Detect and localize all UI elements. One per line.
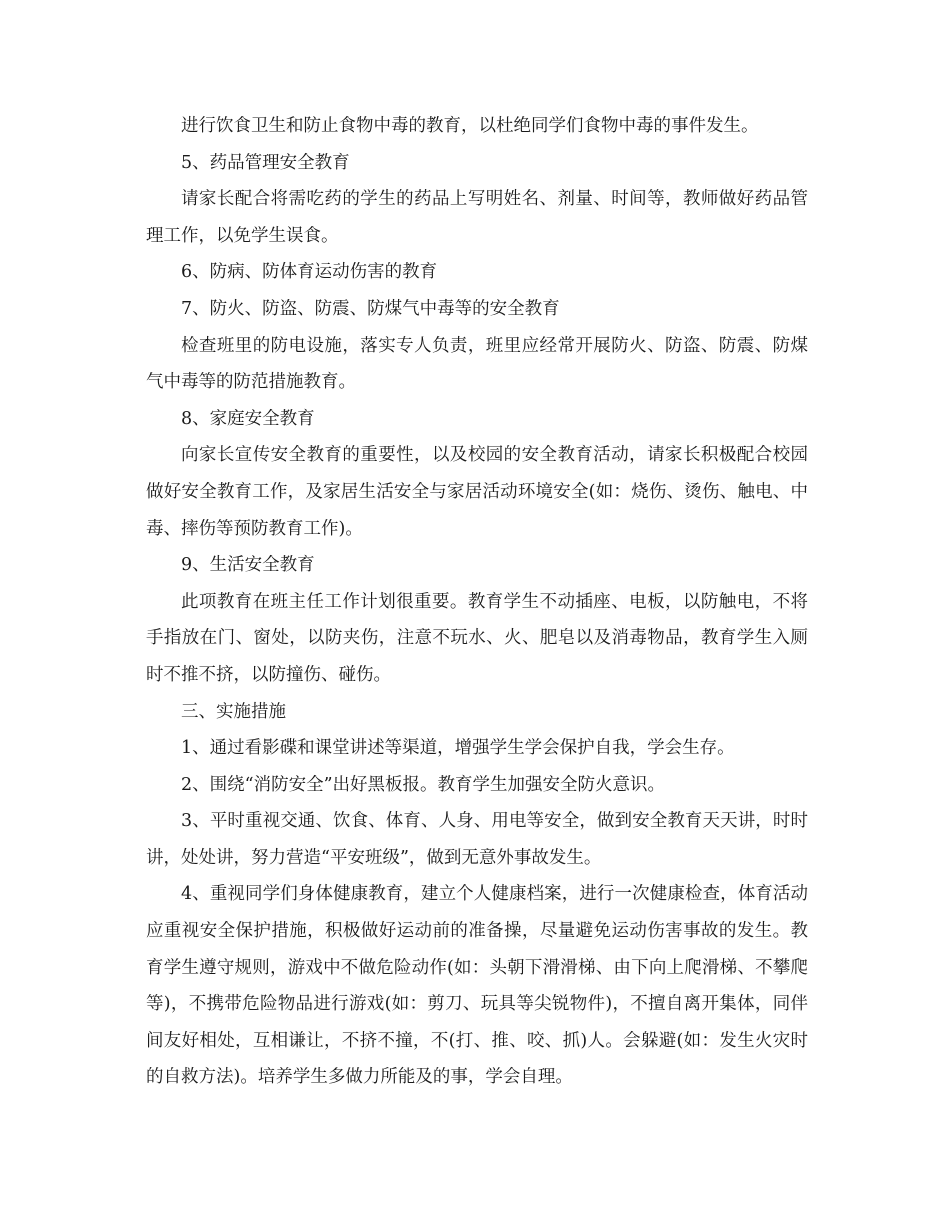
paragraph-life-safety: 此项教育在班主任工作计划很重要。教育学生不动插座、电板，以防触电，不将手指放在门、窗处，以防夹伤，注意不玩水、火、肥皂以及消毒物品，教育学生入厕时不推不挤，以防撞伤、碰伤。 xyxy=(146,591,808,685)
heading-disease-sports-injury: 6、防病、防体育运动伤害的教育 xyxy=(181,262,438,283)
heading-family-safety: 8、家庭安全教育 xyxy=(181,408,315,429)
paragraph-measure-4: 4、重视同学们身体健康教育，建立个人健康档案，进行一次健康检查，体育活动应重视安全保护措施，积极做好运动前的准备操，尽量避免运动伤害事故的发生。教育学生遵守规则，游戏中不做危险动作(如：头朝下滑滑梯、由下向上爬滑梯、不攀爬等)，不携带危险物品进行游戏(如：剪刀、玩具等尖锐物件)，不擅自离开集体，同伴间友好相处，互相谦让，不挤不撞，不(打、推、咬、抓)人。会躲避(如：发生火灾时的自救方法)。培养学生多做力所能及的事，学会自理。 xyxy=(146,884,808,1088)
document-body xyxy=(146,108,808,1096)
paragraph-measure-3: 3、平时重视交通、饮食、体育、人身、用电等安全，做到安全教育天天讲，时时讲，处处讲，努力营造“平安班级”，做到无意外事故发生。 xyxy=(146,811,808,868)
paragraph-food-safety-tail: 进行饮食卫生和防止食物中毒的教育，以杜绝同学们食物中毒的事件发生。 xyxy=(181,116,759,136)
paragraph-measure-2: 2、围绕“消防安全”出好黑板报。教育学生加强安全防火意识。 xyxy=(181,774,666,795)
heading-implementation-measures: 三、实施措施 xyxy=(181,701,286,722)
heading-life-safety: 9、生活安全教育 xyxy=(181,555,315,576)
paragraph-family-safety: 向家长宣传安全教育的重要性，以及校园的安全教育活动，请家长积极配合校园做好安全教育工作，及家居生活安全与家居活动环境安全(如：烧伤、烫伤、触电、中毒、摔伤等预防教育工作)。 xyxy=(146,445,808,539)
heading-fire-theft-quake-gas: 7、防火、防盗、防震、防煤气中毒等的安全教育 xyxy=(181,298,560,319)
paragraph-measure-1: 1、通过看影碟和课堂讲述等渠道，增强学生学会保护自我，学会生存。 xyxy=(181,738,735,759)
paragraph-medicine-management: 请家长配合将需吃药的学生的药品上写明姓名、剂量、时间等，教师做好药品管理工作，以免学生误食。 xyxy=(146,189,808,246)
heading-medicine-management: 5、药品管理安全教育 xyxy=(181,152,350,173)
paragraph-fire-theft-quake-gas: 检查班里的防电设施，落实专人负责，班里应经常开展防火、防盗、防震、防煤气中毒等的防范措施教育。 xyxy=(146,335,808,393)
